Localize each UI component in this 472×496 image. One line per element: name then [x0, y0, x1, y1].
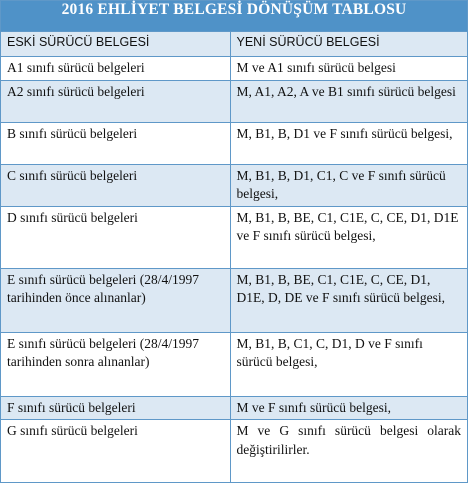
- conversion-table-grid: [1, 1, 467, 482]
- old-license-cell: G sınıfı sürücü belgeleri: [1, 420, 230, 482]
- new-license-cell: M ve A1 sınıfı sürücü belgesi: [230, 57, 467, 81]
- table-row: [1, 268, 467, 332]
- new-license-cell: M, B1, B, BE, C1, C1E, C, CE, D1, D1E ve F sınıfı sürücü belgesi,: [230, 206, 467, 268]
- new-license-cell: M, A1, A2, A ve B1 sınıfı sürücü belgesi: [230, 80, 467, 122]
- new-license-cell: M ve G sınıfı sürücü belgesi olarak değiştirilirler.: [230, 420, 467, 482]
- table-row: [1, 396, 467, 420]
- old-license-cell: E sınıfı sürücü belgeleri (28/4/1997 tarihinden sonra alınanlar): [1, 332, 230, 396]
- header-old-license: ESKİ SÜRÜCÜ BELGESİ: [1, 32, 230, 57]
- new-license-cell: M, B1, B, D1 ve F sınıfı sürücü belgesi,: [230, 122, 467, 164]
- table-row: [1, 80, 467, 122]
- new-license-cell: M, B1, B, D1, C1, C ve F sınıfı sürücü belgesi,: [230, 164, 467, 206]
- old-license-cell: F sınıfı sürücü belgeleri: [1, 396, 230, 420]
- old-license-cell: C sınıfı sürücü belgeleri: [1, 164, 230, 206]
- new-license-cell: M, B1, B, BE, C1, C1E, C, CE, D1, D1E, D, DE ve F sınıfı sürücü belgesi,: [230, 268, 467, 332]
- table-row: [1, 420, 467, 482]
- table-row: [1, 164, 467, 206]
- old-license-cell: A2 sınıfı sürücü belgeleri: [1, 80, 230, 122]
- table-row: [1, 206, 467, 268]
- header-new-license: YENİ SÜRÜCÜ BELGESİ: [230, 32, 467, 57]
- old-license-cell: E sınıfı sürücü belgeleri (28/4/1997 tarihinden önce alınanlar): [1, 268, 230, 332]
- old-license-cell: D sınıfı sürücü belgeleri: [1, 206, 230, 268]
- old-license-cell: B sınıfı sürücü belgeleri: [1, 122, 230, 164]
- title-row: [1, 1, 467, 32]
- header-row: [1, 32, 467, 57]
- new-license-cell: M, B1, B, C1, C, D1, D ve F sınıfı sürücü belgesi,: [230, 332, 467, 396]
- table-row: [1, 57, 467, 81]
- new-license-cell: M ve F sınıfı sürücü belgesi,: [230, 396, 467, 420]
- old-license-cell: A1 sınıfı sürücü belgeleri: [1, 57, 230, 81]
- table-title: 2016 EHLİYET BELGESİ DÖNÜŞÜM TABLOSU: [1, 1, 467, 32]
- table-row: [1, 332, 467, 396]
- table-row: [1, 122, 467, 164]
